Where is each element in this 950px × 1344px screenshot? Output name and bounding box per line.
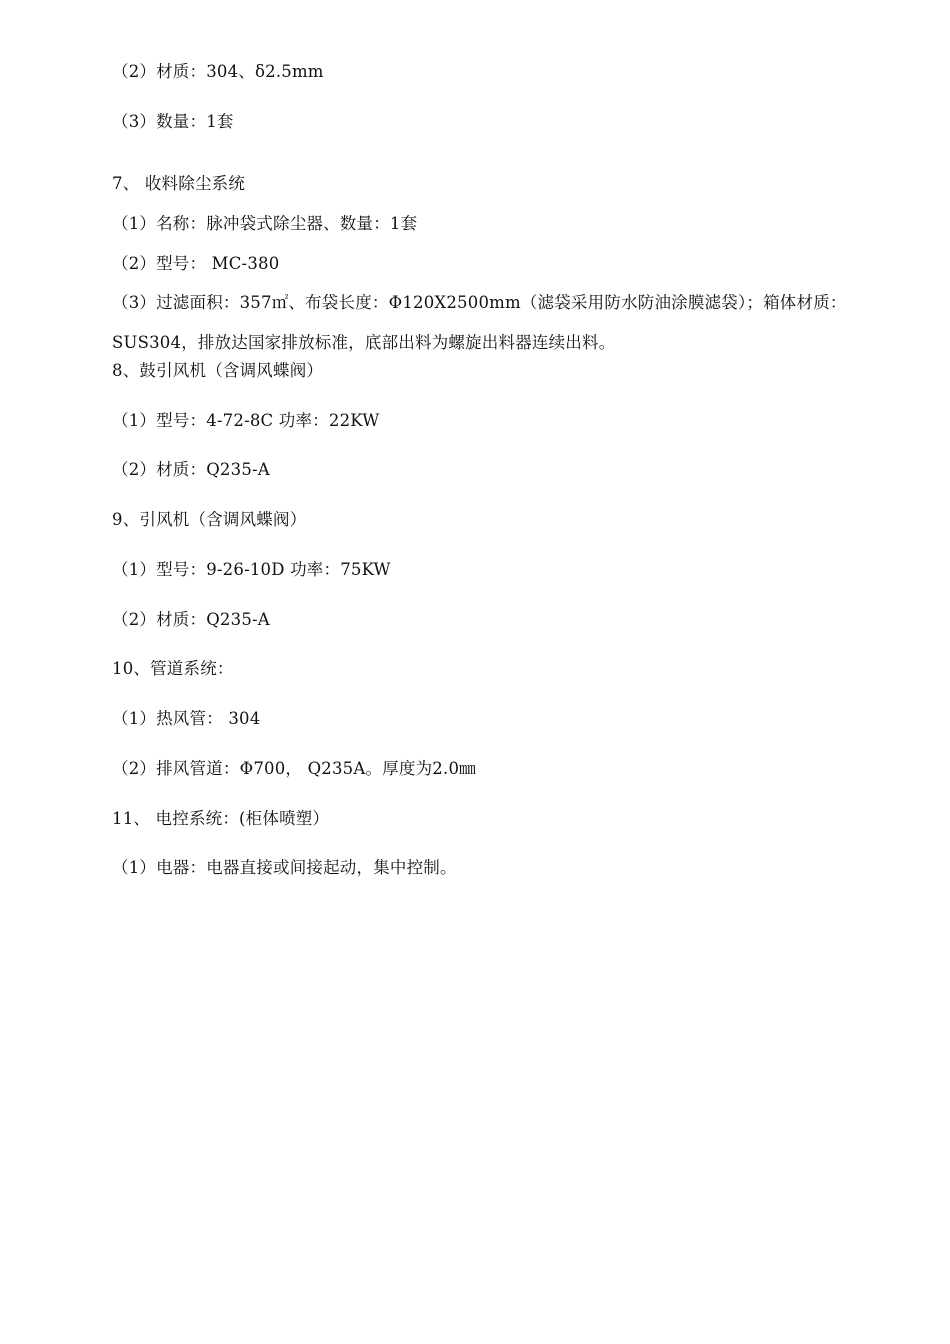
name-line: （1）名称：脉冲袋式除尘器、数量：1套 (112, 214, 418, 233)
material-line: （2）材质：304、δ2.5mm (112, 62, 324, 81)
exhaust-pipe-line: （2）排风管道：Φ700， Q235A。厚度为2.0㎜ (112, 759, 476, 778)
section-heading: 10、管道系统： (112, 659, 234, 678)
section-heading: 11、 电控系统：(柜体喷塑） (112, 809, 330, 828)
section-heading: 9、引风机（含调风蝶阀） (112, 510, 307, 529)
filter-area-paragraph: （3）过滤面积：357㎡、布袋长度：Φ120X2500mm（滤袋采用防水防油涂膜滤袋）；箱体材质：SUS304，排放达国家排放标准，底部出料为螺旋出料器连续出料。 (112, 293, 847, 352)
material-line: （2）材质：Q235-A (112, 610, 270, 629)
electrical-line: （1）电器：电器直接或间接起动，集中控制。 (112, 858, 457, 877)
model-line: （1）型号：9-26-10D 功率：75KW (112, 560, 391, 579)
section-heading: 8、鼓引风机（含调风蝶阀） (112, 361, 324, 380)
section-heading: 7、 收料除尘系统 (112, 174, 246, 193)
quantity-line: （3）数量：1套 (112, 112, 234, 131)
model-line: （2）型号： MC-380 (112, 254, 280, 273)
material-line: （2）材质：Q235-A (112, 460, 270, 479)
hot-air-pipe-line: （1）热风管： 304 (112, 709, 261, 728)
model-line: （1）型号：4-72-8C 功率：22KW (112, 411, 380, 430)
